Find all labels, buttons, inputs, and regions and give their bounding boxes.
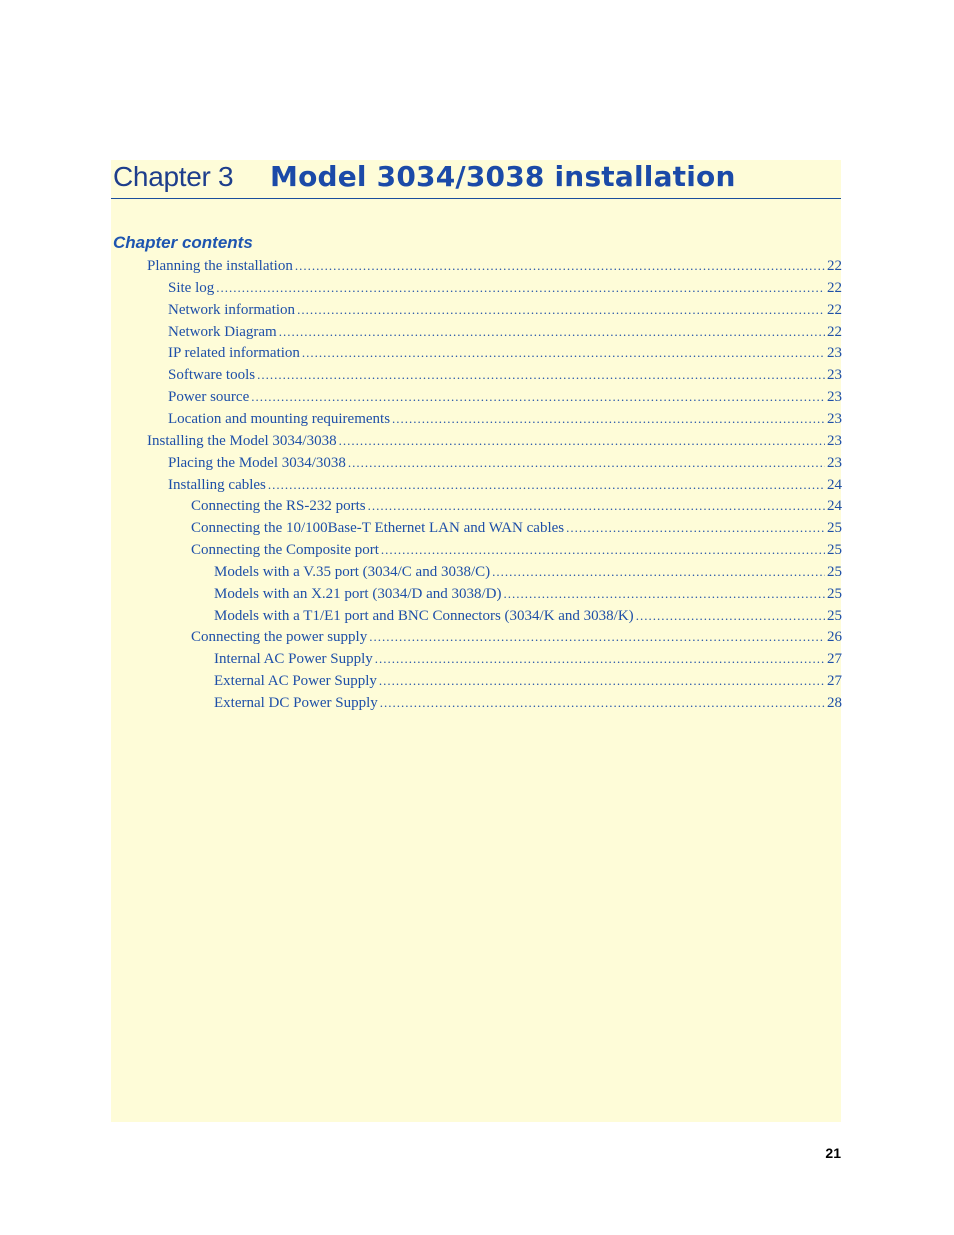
chapter-label: Chapter 3: [113, 161, 234, 192]
toc-entry-title: Planning the installation: [147, 258, 293, 274]
toc-entry[interactable]: [191, 629, 842, 651]
toc-entry-title: Installing cables: [168, 476, 266, 493]
toc-entry[interactable]: [168, 367, 842, 389]
toc-entry-title: Power source: [168, 389, 250, 406]
toc-entry-page: 22: [827, 323, 842, 340]
toc-entry[interactable]: [168, 280, 842, 302]
toc-entry[interactable]: [168, 302, 842, 324]
toc-entry-page: 24: [827, 476, 842, 493]
toc-entry[interactable]: [214, 695, 842, 717]
toc-entry[interactable]: [147, 433, 842, 455]
toc-dot-leader: [216, 280, 825, 296]
toc-entry-title: Models with a T1/E1 port and BNC Connectors (3034/K and 3038/K): [214, 607, 634, 624]
toc-entry-title: External AC Power Supply: [214, 673, 377, 690]
chapter-title: Model 3034/3038 installation: [270, 160, 736, 193]
toc-entry-page: 23: [827, 410, 842, 427]
toc-entry-title: Internal AC Power Supply: [214, 651, 373, 668]
toc-dot-leader: [295, 258, 825, 274]
toc-entry-title: Connecting the 10/100Base-T Ethernet LAN and WAN cables: [191, 520, 565, 537]
toc-entry-title: Connecting the Composite port: [191, 542, 379, 559]
toc-entry-page: 23: [827, 367, 842, 384]
toc-entry-title: Software tools: [168, 367, 256, 384]
toc-entry[interactable]: [214, 608, 842, 630]
toc-dot-leader: [268, 477, 825, 493]
toc-entry[interactable]: [168, 455, 842, 477]
toc-entry[interactable]: [214, 586, 842, 608]
toc-dot-leader: [375, 651, 825, 667]
contents-heading: Chapter contents: [113, 233, 253, 252]
toc-entry[interactable]: [214, 564, 842, 586]
page-number: 21: [825, 1145, 841, 1161]
toc-entry-page: 25: [827, 520, 842, 537]
toc-dot-leader: [379, 673, 825, 689]
toc-dot-leader: [381, 542, 825, 558]
toc-entry[interactable]: [147, 258, 842, 280]
toc-entry-page: 25: [827, 563, 842, 580]
toc-dot-leader: [636, 608, 825, 624]
toc-entry-title: Network information: [168, 301, 296, 318]
toc-dot-leader: [566, 520, 825, 536]
toc-entry-page: 27: [827, 673, 842, 690]
toc-dot-leader: [257, 367, 825, 383]
chapter-header: [111, 160, 841, 199]
toc-entry[interactable]: [214, 673, 842, 695]
toc-dot-leader: [392, 411, 825, 427]
toc-entry[interactable]: [214, 651, 842, 673]
toc-entry-title: Models with a V.35 port (3034/C and 3038/C): [214, 563, 491, 580]
toc-entry-page: 23: [827, 345, 842, 362]
toc-entry[interactable]: [168, 389, 842, 411]
toc-entry-page: 22: [827, 301, 842, 318]
toc-dot-leader: [339, 433, 825, 449]
toc-entry[interactable]: [191, 498, 842, 520]
toc-dot-leader: [251, 389, 825, 405]
toc-entry-title: Connecting the power supply: [191, 629, 368, 646]
toc-entry-title: Network Diagram: [168, 323, 277, 340]
toc-entry[interactable]: [168, 411, 842, 433]
toc-entry-page: 23: [827, 389, 842, 406]
toc-entry-title: IP related information: [168, 345, 300, 362]
toc-entry[interactable]: [168, 477, 842, 499]
toc-entry-title: Connecting the RS-232 ports: [191, 498, 366, 515]
toc-entry-title: Site log: [168, 279, 215, 296]
toc-entry-title: Placing the Model 3034/3038: [168, 454, 346, 471]
toc-entry-page: 28: [827, 695, 842, 711]
toc-dot-leader: [279, 324, 825, 340]
toc-entry[interactable]: [191, 520, 842, 542]
toc-dot-leader: [302, 345, 825, 361]
toc-entry-page: 25: [827, 542, 842, 559]
toc-entry-page: 23: [827, 432, 842, 449]
toc-dot-leader: [380, 695, 825, 711]
toc-entry-title: Models with an X.21 port (3034/D and 3038/D): [214, 585, 502, 602]
toc-entry[interactable]: [168, 324, 842, 346]
toc-entry-page: 23: [827, 454, 842, 471]
toc-entry-title: Installing the Model 3034/3038: [147, 432, 337, 449]
toc-entry-page: 27: [827, 651, 842, 668]
toc-entry-page: 25: [827, 607, 842, 624]
toc-entry-page: 22: [827, 258, 842, 274]
toc-entry[interactable]: [191, 542, 842, 564]
toc-dot-leader: [492, 564, 825, 580]
toc-dot-leader: [369, 629, 825, 645]
toc-dot-leader: [368, 498, 825, 514]
toc-entry-page: 24: [827, 498, 842, 515]
toc-entry-page: 26: [827, 629, 842, 646]
toc-entry-title: External DC Power Supply: [214, 695, 378, 711]
toc-entry[interactable]: [168, 345, 842, 367]
toc-entry-title: Location and mounting requirements: [168, 410, 391, 427]
toc-dot-leader: [503, 586, 825, 602]
toc-dot-leader: [297, 302, 825, 318]
toc-dot-leader: [348, 455, 825, 471]
toc-entry-page: 22: [827, 279, 842, 296]
toc-entry-page: 25: [827, 585, 842, 602]
